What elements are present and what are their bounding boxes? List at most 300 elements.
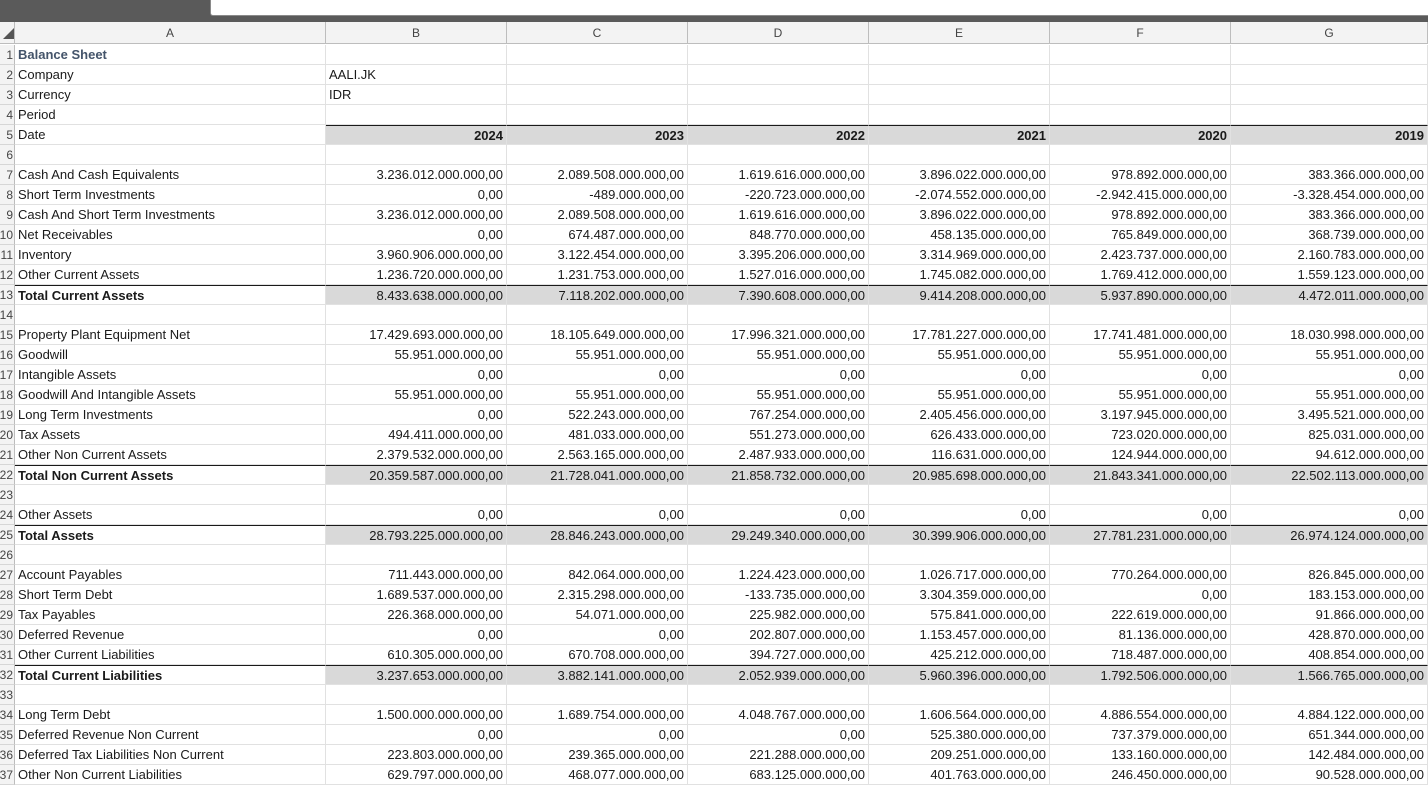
- value-cell[interactable]: 3.395.206.000.000,00: [688, 245, 869, 265]
- empty-cell[interactable]: [869, 85, 1050, 105]
- empty-cell[interactable]: [688, 45, 869, 65]
- row-label-cell[interactable]: Short Term Debt: [15, 585, 326, 605]
- row-label-cell[interactable]: Account Payables: [15, 565, 326, 585]
- value-cell[interactable]: 3.237.653.000.000,00: [326, 665, 507, 685]
- row-header[interactable]: 4: [0, 105, 15, 125]
- empty-cell[interactable]: [869, 65, 1050, 85]
- column-header-g[interactable]: G: [1231, 22, 1428, 43]
- value-cell[interactable]: 0,00: [507, 725, 688, 745]
- empty-cell[interactable]: [507, 45, 688, 65]
- value-cell[interactable]: 54.071.000.000,00: [507, 605, 688, 625]
- row-label-cell[interactable]: Other Assets: [15, 505, 326, 525]
- empty-cell[interactable]: [326, 145, 507, 165]
- value-cell[interactable]: 1.236.720.000.000,00: [326, 265, 507, 285]
- row-label-cell[interactable]: Property Plant Equipment Net: [15, 325, 326, 345]
- empty-cell[interactable]: [507, 105, 688, 125]
- row-label-cell[interactable]: Cash And Cash Equivalents: [15, 165, 326, 185]
- row-header[interactable]: 23: [0, 485, 15, 505]
- row-label-cell[interactable]: [15, 545, 326, 565]
- row-label-cell[interactable]: Total Non Current Assets: [15, 465, 326, 485]
- empty-cell[interactable]: [1050, 85, 1231, 105]
- value-cell[interactable]: 0,00: [1050, 365, 1231, 385]
- value-cell[interactable]: 525.380.000.000,00: [869, 725, 1050, 745]
- empty-cell[interactable]: [507, 305, 688, 325]
- value-cell[interactable]: 0,00: [688, 725, 869, 745]
- value-cell[interactable]: 27.781.231.000.000,00: [1050, 525, 1231, 545]
- value-cell[interactable]: 8.433.638.000.000,00: [326, 285, 507, 305]
- value-cell[interactable]: 183.153.000.000,00: [1231, 585, 1428, 605]
- row-label-cell[interactable]: Cash And Short Term Investments: [15, 205, 326, 225]
- column-header-c[interactable]: C: [507, 22, 688, 43]
- value-cell[interactable]: 468.077.000.000,00: [507, 765, 688, 785]
- row-header[interactable]: 20: [0, 425, 15, 445]
- value-cell[interactable]: -2.942.415.000.000,00: [1050, 185, 1231, 205]
- value-cell[interactable]: 18.105.649.000.000,00: [507, 325, 688, 345]
- empty-cell[interactable]: [507, 85, 688, 105]
- value-cell[interactable]: 21.843.341.000.000,00: [1050, 465, 1231, 485]
- text-cell[interactable]: AALI.JK: [326, 65, 507, 85]
- column-header-b[interactable]: B: [326, 22, 507, 43]
- value-cell[interactable]: 94.612.000.000,00: [1231, 445, 1428, 465]
- row-label-cell[interactable]: Intangible Assets: [15, 365, 326, 385]
- value-cell[interactable]: 826.845.000.000,00: [1231, 565, 1428, 585]
- row-header[interactable]: 33: [0, 685, 15, 705]
- value-cell[interactable]: 2.160.783.000.000,00: [1231, 245, 1428, 265]
- value-cell[interactable]: 124.944.000.000,00: [1050, 445, 1231, 465]
- value-cell[interactable]: 17.781.227.000.000,00: [869, 325, 1050, 345]
- value-cell[interactable]: 55.951.000.000,00: [688, 385, 869, 405]
- value-cell[interactable]: 0,00: [326, 505, 507, 525]
- value-cell[interactable]: 90.528.000.000,00: [1231, 765, 1428, 785]
- value-cell[interactable]: 55.951.000.000,00: [507, 345, 688, 365]
- value-cell[interactable]: -220.723.000.000,00: [688, 185, 869, 205]
- value-cell[interactable]: 0,00: [507, 505, 688, 525]
- row-label-cell[interactable]: Net Receivables: [15, 225, 326, 245]
- row-label-cell[interactable]: Other Non Current Liabilities: [15, 765, 326, 785]
- value-cell[interactable]: 55.951.000.000,00: [869, 345, 1050, 365]
- value-cell[interactable]: 1.606.564.000.000,00: [869, 705, 1050, 725]
- row-label-cell[interactable]: [15, 485, 326, 505]
- value-cell[interactable]: 3.304.359.000.000,00: [869, 585, 1050, 605]
- value-cell[interactable]: 2.379.532.000.000,00: [326, 445, 507, 465]
- row-label-cell[interactable]: Inventory: [15, 245, 326, 265]
- value-cell[interactable]: 30.399.906.000.000,00: [869, 525, 1050, 545]
- value-cell[interactable]: 765.849.000.000,00: [1050, 225, 1231, 245]
- value-cell[interactable]: 368.739.000.000,00: [1231, 225, 1428, 245]
- value-cell[interactable]: 2.052.939.000.000,00: [688, 665, 869, 685]
- row-header[interactable]: 18: [0, 385, 15, 405]
- value-cell[interactable]: 81.136.000.000,00: [1050, 625, 1231, 645]
- value-cell[interactable]: 55.951.000.000,00: [1231, 345, 1428, 365]
- value-cell[interactable]: 20.359.587.000.000,00: [326, 465, 507, 485]
- value-cell[interactable]: 55.951.000.000,00: [326, 345, 507, 365]
- empty-cell[interactable]: [507, 545, 688, 565]
- empty-cell[interactable]: [507, 685, 688, 705]
- empty-cell[interactable]: [1231, 105, 1428, 125]
- value-cell[interactable]: 610.305.000.000,00: [326, 645, 507, 665]
- value-cell[interactable]: 3.122.454.000.000,00: [507, 245, 688, 265]
- row-header[interactable]: 25: [0, 525, 15, 545]
- empty-cell[interactable]: [326, 545, 507, 565]
- value-cell[interactable]: 0,00: [1050, 505, 1231, 525]
- row-label-cell[interactable]: Other Non Current Assets: [15, 445, 326, 465]
- row-label-cell[interactable]: [15, 145, 326, 165]
- row-label-cell[interactable]: Long Term Investments: [15, 405, 326, 425]
- row-header[interactable]: 24: [0, 505, 15, 525]
- empty-cell[interactable]: [1231, 485, 1428, 505]
- empty-cell[interactable]: [1050, 685, 1231, 705]
- value-cell[interactable]: 0,00: [1231, 365, 1428, 385]
- empty-cell[interactable]: [688, 545, 869, 565]
- value-cell[interactable]: 2023: [507, 125, 688, 145]
- value-cell[interactable]: 3.896.022.000.000,00: [869, 205, 1050, 225]
- value-cell[interactable]: 7.390.608.000.000,00: [688, 285, 869, 305]
- row-header[interactable]: 1: [0, 45, 15, 65]
- value-cell[interactable]: 223.803.000.000,00: [326, 745, 507, 765]
- row-header[interactable]: 28: [0, 585, 15, 605]
- value-cell[interactable]: 202.807.000.000,00: [688, 625, 869, 645]
- empty-cell[interactable]: [1050, 65, 1231, 85]
- row-label-cell[interactable]: Currency: [15, 85, 326, 105]
- value-cell[interactable]: 2.487.933.000.000,00: [688, 445, 869, 465]
- value-cell[interactable]: 55.951.000.000,00: [1050, 345, 1231, 365]
- value-cell[interactable]: 408.854.000.000,00: [1231, 645, 1428, 665]
- value-cell[interactable]: 0,00: [688, 365, 869, 385]
- empty-cell[interactable]: [688, 485, 869, 505]
- text-cell[interactable]: IDR: [326, 85, 507, 105]
- empty-cell[interactable]: [1231, 685, 1428, 705]
- value-cell[interactable]: 22.502.113.000.000,00: [1231, 465, 1428, 485]
- value-cell[interactable]: 737.379.000.000,00: [1050, 725, 1231, 745]
- empty-cell[interactable]: [1231, 305, 1428, 325]
- row-header[interactable]: 19: [0, 405, 15, 425]
- empty-cell[interactable]: [688, 305, 869, 325]
- value-cell[interactable]: 2022: [688, 125, 869, 145]
- row-label-cell[interactable]: [15, 685, 326, 705]
- value-cell[interactable]: 3.882.141.000.000,00: [507, 665, 688, 685]
- row-header[interactable]: 34: [0, 705, 15, 725]
- value-cell[interactable]: 0,00: [326, 225, 507, 245]
- value-cell[interactable]: 978.892.000.000,00: [1050, 205, 1231, 225]
- row-label-cell[interactable]: Balance Sheet: [15, 45, 326, 65]
- value-cell[interactable]: 458.135.000.000,00: [869, 225, 1050, 245]
- value-cell[interactable]: 7.118.202.000.000,00: [507, 285, 688, 305]
- value-cell[interactable]: 383.366.000.000,00: [1231, 205, 1428, 225]
- value-cell[interactable]: 978.892.000.000,00: [1050, 165, 1231, 185]
- row-label-cell[interactable]: Total Current Liabilities: [15, 665, 326, 685]
- value-cell[interactable]: 222.619.000.000,00: [1050, 605, 1231, 625]
- value-cell[interactable]: 401.763.000.000,00: [869, 765, 1050, 785]
- value-cell[interactable]: 1.527.016.000.000,00: [688, 265, 869, 285]
- row-label-cell[interactable]: Company: [15, 65, 326, 85]
- empty-cell[interactable]: [1231, 85, 1428, 105]
- value-cell[interactable]: 1.231.753.000.000,00: [507, 265, 688, 285]
- empty-cell[interactable]: [1231, 45, 1428, 65]
- row-label-cell[interactable]: Tax Assets: [15, 425, 326, 445]
- value-cell[interactable]: 116.631.000.000,00: [869, 445, 1050, 465]
- row-header[interactable]: 27: [0, 565, 15, 585]
- row-header[interactable]: 22: [0, 465, 15, 485]
- column-header-e[interactable]: E: [869, 22, 1050, 43]
- value-cell[interactable]: 91.866.000.000,00: [1231, 605, 1428, 625]
- value-cell[interactable]: 3.314.969.000.000,00: [869, 245, 1050, 265]
- value-cell[interactable]: 209.251.000.000,00: [869, 745, 1050, 765]
- empty-cell[interactable]: [688, 65, 869, 85]
- row-header[interactable]: 10: [0, 225, 15, 245]
- row-header[interactable]: 26: [0, 545, 15, 565]
- value-cell[interactable]: -3.328.454.000.000,00: [1231, 185, 1428, 205]
- value-cell[interactable]: 425.212.000.000,00: [869, 645, 1050, 665]
- row-header[interactable]: 16: [0, 345, 15, 365]
- row-header[interactable]: 2: [0, 65, 15, 85]
- value-cell[interactable]: 55.951.000.000,00: [869, 385, 1050, 405]
- row-header[interactable]: 29: [0, 605, 15, 625]
- value-cell[interactable]: 55.951.000.000,00: [688, 345, 869, 365]
- row-header[interactable]: 36: [0, 745, 15, 765]
- value-cell[interactable]: 3.236.012.000.000,00: [326, 205, 507, 225]
- value-cell[interactable]: 0,00: [869, 365, 1050, 385]
- value-cell[interactable]: 0,00: [1231, 505, 1428, 525]
- value-cell[interactable]: 239.365.000.000,00: [507, 745, 688, 765]
- value-cell[interactable]: 2.563.165.000.000,00: [507, 445, 688, 465]
- value-cell[interactable]: 3.896.022.000.000,00: [869, 165, 1050, 185]
- value-cell[interactable]: 2.089.508.000.000,00: [507, 205, 688, 225]
- value-cell[interactable]: 522.243.000.000,00: [507, 405, 688, 425]
- value-cell[interactable]: -2.074.552.000.000,00: [869, 185, 1050, 205]
- value-cell[interactable]: 5.937.890.000.000,00: [1050, 285, 1231, 305]
- value-cell[interactable]: 21.858.732.000.000,00: [688, 465, 869, 485]
- value-cell[interactable]: 1.619.616.000.000,00: [688, 165, 869, 185]
- empty-cell[interactable]: [688, 105, 869, 125]
- empty-cell[interactable]: [507, 485, 688, 505]
- value-cell[interactable]: 0,00: [1050, 585, 1231, 605]
- value-cell[interactable]: 4.884.122.000.000,00: [1231, 705, 1428, 725]
- value-cell[interactable]: 0,00: [326, 625, 507, 645]
- row-header[interactable]: 13: [0, 285, 15, 305]
- value-cell[interactable]: 2.089.508.000.000,00: [507, 165, 688, 185]
- value-cell[interactable]: 17.996.321.000.000,00: [688, 325, 869, 345]
- value-cell[interactable]: 383.366.000.000,00: [1231, 165, 1428, 185]
- row-label-cell[interactable]: Goodwill: [15, 345, 326, 365]
- value-cell[interactable]: 683.125.000.000,00: [688, 765, 869, 785]
- row-header[interactable]: 21: [0, 445, 15, 465]
- empty-cell[interactable]: [326, 305, 507, 325]
- row-header[interactable]: 8: [0, 185, 15, 205]
- value-cell[interactable]: 2.423.737.000.000,00: [1050, 245, 1231, 265]
- empty-cell[interactable]: [326, 45, 507, 65]
- row-label-cell[interactable]: Tax Payables: [15, 605, 326, 625]
- empty-cell[interactable]: [326, 105, 507, 125]
- row-label-cell[interactable]: Deferred Revenue: [15, 625, 326, 645]
- empty-cell[interactable]: [326, 485, 507, 505]
- value-cell[interactable]: 626.433.000.000,00: [869, 425, 1050, 445]
- value-cell[interactable]: 55.951.000.000,00: [1231, 385, 1428, 405]
- value-cell[interactable]: 21.728.041.000.000,00: [507, 465, 688, 485]
- value-cell[interactable]: 629.797.000.000,00: [326, 765, 507, 785]
- empty-cell[interactable]: [688, 145, 869, 165]
- value-cell[interactable]: 226.368.000.000,00: [326, 605, 507, 625]
- column-header-f[interactable]: F: [1050, 22, 1231, 43]
- value-cell[interactable]: 4.048.767.000.000,00: [688, 705, 869, 725]
- value-cell[interactable]: 17.741.481.000.000,00: [1050, 325, 1231, 345]
- value-cell[interactable]: 1.566.765.000.000,00: [1231, 665, 1428, 685]
- empty-cell[interactable]: [869, 145, 1050, 165]
- empty-cell[interactable]: [688, 85, 869, 105]
- empty-cell[interactable]: [688, 685, 869, 705]
- row-header[interactable]: 6: [0, 145, 15, 165]
- value-cell[interactable]: 394.727.000.000,00: [688, 645, 869, 665]
- value-cell[interactable]: 0,00: [326, 365, 507, 385]
- select-all-button[interactable]: [0, 22, 15, 43]
- value-cell[interactable]: 3.960.906.000.000,00: [326, 245, 507, 265]
- value-cell[interactable]: 18.030.998.000.000,00: [1231, 325, 1428, 345]
- value-cell[interactable]: 20.985.698.000.000,00: [869, 465, 1050, 485]
- row-label-cell[interactable]: Total Assets: [15, 525, 326, 545]
- row-header[interactable]: 5: [0, 125, 15, 145]
- value-cell[interactable]: 2019: [1231, 125, 1428, 145]
- value-cell[interactable]: 428.870.000.000,00: [1231, 625, 1428, 645]
- value-cell[interactable]: 1.689.537.000.000,00: [326, 585, 507, 605]
- value-cell[interactable]: 2.315.298.000.000,00: [507, 585, 688, 605]
- row-header[interactable]: 37: [0, 765, 15, 785]
- value-cell[interactable]: 1.026.717.000.000,00: [869, 565, 1050, 585]
- row-label-cell[interactable]: Date: [15, 125, 326, 145]
- row-label-cell[interactable]: Goodwill And Intangible Assets: [15, 385, 326, 405]
- value-cell[interactable]: 246.450.000.000,00: [1050, 765, 1231, 785]
- value-cell[interactable]: 0,00: [688, 505, 869, 525]
- empty-cell[interactable]: [1231, 545, 1428, 565]
- empty-cell[interactable]: [869, 105, 1050, 125]
- row-header[interactable]: 32: [0, 665, 15, 685]
- row-header[interactable]: 30: [0, 625, 15, 645]
- row-label-cell[interactable]: [15, 305, 326, 325]
- value-cell[interactable]: 17.429.693.000.000,00: [326, 325, 507, 345]
- row-header[interactable]: 12: [0, 265, 15, 285]
- value-cell[interactable]: 494.411.000.000,00: [326, 425, 507, 445]
- row-label-cell[interactable]: Deferred Tax Liabilities Non Current: [15, 745, 326, 765]
- value-cell[interactable]: 1.745.082.000.000,00: [869, 265, 1050, 285]
- value-cell[interactable]: 4.472.011.000.000,00: [1231, 285, 1428, 305]
- value-cell[interactable]: 0,00: [507, 625, 688, 645]
- value-cell[interactable]: 723.020.000.000,00: [1050, 425, 1231, 445]
- value-cell[interactable]: 225.982.000.000,00: [688, 605, 869, 625]
- value-cell[interactable]: 133.160.000.000,00: [1050, 745, 1231, 765]
- value-cell[interactable]: 842.064.000.000,00: [507, 565, 688, 585]
- empty-cell[interactable]: [1050, 545, 1231, 565]
- value-cell[interactable]: 0,00: [507, 365, 688, 385]
- value-cell[interactable]: 5.960.396.000.000,00: [869, 665, 1050, 685]
- value-cell[interactable]: 55.951.000.000,00: [1050, 385, 1231, 405]
- value-cell[interactable]: 848.770.000.000,00: [688, 225, 869, 245]
- value-cell[interactable]: 1.559.123.000.000,00: [1231, 265, 1428, 285]
- value-cell[interactable]: 2020: [1050, 125, 1231, 145]
- row-header[interactable]: 11: [0, 245, 15, 265]
- value-cell[interactable]: 0,00: [869, 505, 1050, 525]
- value-cell[interactable]: 28.846.243.000.000,00: [507, 525, 688, 545]
- value-cell[interactable]: 674.487.000.000,00: [507, 225, 688, 245]
- value-cell[interactable]: 575.841.000.000,00: [869, 605, 1050, 625]
- value-cell[interactable]: 2021: [869, 125, 1050, 145]
- empty-cell[interactable]: [869, 485, 1050, 505]
- row-header[interactable]: 14: [0, 305, 15, 325]
- row-header[interactable]: 9: [0, 205, 15, 225]
- value-cell[interactable]: 9.414.208.000.000,00: [869, 285, 1050, 305]
- value-cell[interactable]: 55.951.000.000,00: [507, 385, 688, 405]
- empty-cell[interactable]: [1050, 485, 1231, 505]
- value-cell[interactable]: 3.197.945.000.000,00: [1050, 405, 1231, 425]
- value-cell[interactable]: 0,00: [326, 405, 507, 425]
- row-header[interactable]: 7: [0, 165, 15, 185]
- value-cell[interactable]: 1.153.457.000.000,00: [869, 625, 1050, 645]
- row-label-cell[interactable]: Other Current Assets: [15, 265, 326, 285]
- empty-cell[interactable]: [326, 685, 507, 705]
- empty-cell[interactable]: [1231, 65, 1428, 85]
- empty-cell[interactable]: [1050, 145, 1231, 165]
- value-cell[interactable]: 651.344.000.000,00: [1231, 725, 1428, 745]
- column-header-a[interactable]: A: [15, 22, 326, 43]
- value-cell[interactable]: 0,00: [326, 725, 507, 745]
- value-cell[interactable]: -133.735.000.000,00: [688, 585, 869, 605]
- row-label-cell[interactable]: Period: [15, 105, 326, 125]
- value-cell[interactable]: 3.495.521.000.000,00: [1231, 405, 1428, 425]
- value-cell[interactable]: 3.236.012.000.000,00: [326, 165, 507, 185]
- value-cell[interactable]: 481.033.000.000,00: [507, 425, 688, 445]
- row-header[interactable]: 31: [0, 645, 15, 665]
- value-cell[interactable]: 770.264.000.000,00: [1050, 565, 1231, 585]
- row-header[interactable]: 35: [0, 725, 15, 745]
- value-cell[interactable]: 28.793.225.000.000,00: [326, 525, 507, 545]
- empty-cell[interactable]: [869, 305, 1050, 325]
- value-cell[interactable]: 1.224.423.000.000,00: [688, 565, 869, 585]
- empty-cell[interactable]: [1050, 105, 1231, 125]
- column-header-d[interactable]: D: [688, 22, 869, 43]
- value-cell[interactable]: 1.500.000.000.000,00: [326, 705, 507, 725]
- value-cell[interactable]: 1.769.412.000.000,00: [1050, 265, 1231, 285]
- value-cell[interactable]: 2.405.456.000.000,00: [869, 405, 1050, 425]
- value-cell[interactable]: 0,00: [326, 185, 507, 205]
- empty-cell[interactable]: [1050, 305, 1231, 325]
- row-label-cell[interactable]: Deferred Revenue Non Current: [15, 725, 326, 745]
- value-cell[interactable]: 221.288.000.000,00: [688, 745, 869, 765]
- value-cell[interactable]: -489.000.000,00: [507, 185, 688, 205]
- empty-cell[interactable]: [507, 65, 688, 85]
- empty-cell[interactable]: [1050, 45, 1231, 65]
- value-cell[interactable]: 55.951.000.000,00: [326, 385, 507, 405]
- empty-cell[interactable]: [869, 45, 1050, 65]
- value-cell[interactable]: 26.974.124.000.000,00: [1231, 525, 1428, 545]
- value-cell[interactable]: 4.886.554.000.000,00: [1050, 705, 1231, 725]
- value-cell[interactable]: 551.273.000.000,00: [688, 425, 869, 445]
- empty-cell[interactable]: [869, 545, 1050, 565]
- row-header[interactable]: 3: [0, 85, 15, 105]
- formula-input[interactable]: [210, 0, 1428, 16]
- empty-cell[interactable]: [869, 685, 1050, 705]
- empty-cell[interactable]: [1231, 145, 1428, 165]
- row-label-cell[interactable]: Total Current Assets: [15, 285, 326, 305]
- value-cell[interactable]: 2024: [326, 125, 507, 145]
- value-cell[interactable]: 670.708.000.000,00: [507, 645, 688, 665]
- row-label-cell[interactable]: Short Term Investments: [15, 185, 326, 205]
- value-cell[interactable]: 767.254.000.000,00: [688, 405, 869, 425]
- row-label-cell[interactable]: Other Current Liabilities: [15, 645, 326, 665]
- row-header[interactable]: 15: [0, 325, 15, 345]
- value-cell[interactable]: 1.792.506.000.000,00: [1050, 665, 1231, 685]
- row-header[interactable]: 17: [0, 365, 15, 385]
- value-cell[interactable]: 718.487.000.000,00: [1050, 645, 1231, 665]
- value-cell[interactable]: 825.031.000.000,00: [1231, 425, 1428, 445]
- empty-cell[interactable]: [507, 145, 688, 165]
- value-cell[interactable]: 29.249.340.000.000,00: [688, 525, 869, 545]
